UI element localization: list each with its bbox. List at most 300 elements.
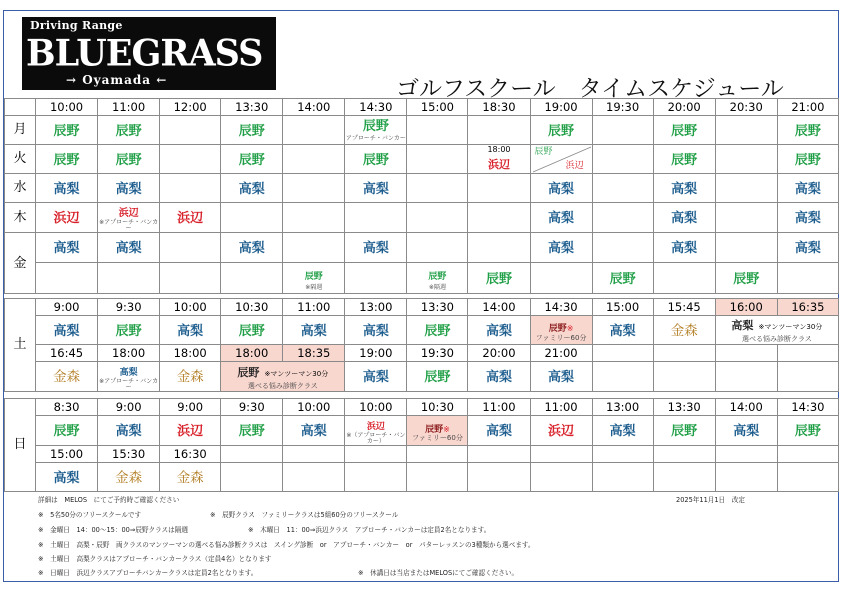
logo-line2: BLUEGRASS	[26, 31, 263, 76]
saturday-time-row-1	[5, 299, 839, 316]
class-note: ※マンツーマン30分	[264, 370, 329, 379]
instructor-takanashi: 高梨	[794, 211, 821, 227]
time-header: 14:00	[468, 299, 530, 316]
time-header: 15:45	[653, 299, 715, 316]
day-label-wed: 水	[5, 174, 36, 203]
instructor-tatsuno: 辰野	[362, 152, 389, 168]
class-cell	[160, 362, 221, 392]
instructor-tatsuno: 辰野	[238, 424, 265, 440]
time-header: 9:30	[98, 299, 160, 316]
time-header: 18:00	[160, 345, 221, 362]
instructor-takanashi: 高梨	[485, 323, 512, 339]
empty-cell	[160, 116, 221, 145]
revision-date: 2025年11月1日 改定	[676, 496, 745, 504]
class-cell	[407, 263, 468, 294]
instructor-takanashi: 高梨	[53, 323, 80, 339]
instructor-takanashi: 高梨	[733, 424, 760, 440]
instructor-hamabe: 浜辺	[177, 211, 204, 227]
weekday-time-row	[5, 99, 839, 116]
empty-cell	[221, 446, 283, 463]
time-header: 15:00	[407, 99, 468, 116]
instructor-takanashi: 高梨	[548, 241, 575, 257]
time-header: 19:30	[407, 345, 468, 362]
split-cell	[530, 145, 592, 174]
time-header: 21:00	[530, 345, 592, 362]
time-header: 10:00	[36, 99, 98, 116]
saturday-schedule-table	[4, 298, 839, 392]
class-cell	[345, 174, 407, 203]
class-cell	[221, 362, 345, 392]
instructor-takanashi: 高梨	[238, 241, 265, 257]
empty-cell	[715, 446, 777, 463]
time-header: 8:30	[36, 399, 98, 416]
instructor-tatsuno: 辰野	[428, 271, 447, 282]
asterisk: ※	[443, 424, 450, 434]
time-header: 11:00	[530, 399, 592, 416]
time-header: 9:00	[98, 399, 160, 416]
class-cell	[530, 362, 592, 392]
instructor-takanashi: 高梨	[609, 323, 636, 339]
empty-cell	[715, 145, 777, 174]
instructor-tatsuno: 辰野	[237, 366, 260, 380]
instructor-takanashi: 高梨	[300, 323, 327, 339]
empty-cell	[345, 263, 407, 294]
empty-cell	[777, 345, 838, 362]
class-cell	[36, 145, 98, 174]
empty-cell	[653, 446, 715, 463]
class-cell	[160, 203, 221, 233]
class-cell	[407, 316, 468, 345]
empty-cell	[283, 145, 345, 174]
instructor-kanamori: 金森	[670, 322, 698, 339]
instructor-takanashi: 高梨	[362, 323, 389, 339]
class-cell	[407, 362, 468, 392]
instructor-kanamori: 金森	[176, 369, 204, 386]
time-header: 15:30	[98, 446, 160, 463]
instructor-tatsuno: 辰野	[671, 123, 698, 139]
day-label-sun: 日	[5, 399, 36, 492]
time-header: 11:00	[468, 399, 530, 416]
time-header: 19:00	[530, 99, 592, 116]
instructor-tatsuno: 辰野	[671, 152, 698, 168]
saturday-time-row-2	[5, 345, 839, 362]
class-cell	[592, 263, 653, 294]
note-reservation: 詳細は MELOS にてご予約時ご確認ください	[38, 496, 180, 504]
empty-cell	[407, 145, 468, 174]
time-header: 21:00	[777, 99, 838, 116]
empty-cell	[468, 116, 530, 145]
instructor-takanashi: 高梨	[362, 181, 389, 197]
class-note: 選べる悩み診断クラス	[247, 381, 318, 390]
empty-cell	[592, 203, 653, 233]
class-cell	[98, 463, 160, 492]
class-cell	[283, 263, 345, 294]
class-cell	[777, 174, 838, 203]
class-cell	[221, 116, 283, 145]
empty-cell	[36, 263, 98, 294]
note-line: ※ 木曜日 11：00⇒浜辺クラス アプローチ・バンカーは定員2名となります。	[248, 526, 491, 534]
time-header: 9:00	[160, 399, 221, 416]
instructor-tatsuno: 辰野	[304, 271, 323, 282]
empty-cell	[653, 263, 715, 294]
empty-cell	[653, 362, 715, 392]
empty-cell	[592, 463, 653, 492]
empty-cell	[592, 345, 653, 362]
instructor-tatsuno: 辰野	[733, 271, 760, 287]
empty-cell	[345, 446, 407, 463]
empty-cell	[715, 362, 777, 392]
day-label-sat: 土	[5, 299, 36, 392]
class-note: ※隔週	[428, 283, 446, 291]
instructor-hamabe: 浜辺	[548, 424, 575, 440]
sunday-class-row-2	[5, 463, 839, 492]
time-header: 16:35	[777, 299, 838, 316]
instructor-tatsuno: 辰野	[115, 152, 142, 168]
time-header: 13:00	[592, 399, 653, 416]
instructor-takanashi: 高梨	[53, 241, 80, 257]
class-cell	[283, 316, 345, 345]
class-cell	[777, 416, 838, 446]
class-note: ※アプローチ・バンカー	[99, 377, 159, 392]
thursday-row	[5, 203, 839, 233]
asterisk: ※	[566, 323, 574, 333]
instructor-takanashi: 高梨	[548, 370, 575, 386]
empty-cell	[160, 263, 221, 294]
time-header: 14:00	[283, 99, 345, 116]
empty-cell	[221, 263, 283, 294]
empty-cell	[777, 446, 838, 463]
class-cell	[592, 316, 653, 345]
class-cell	[715, 263, 777, 294]
class-cell	[98, 316, 160, 345]
empty-cell	[592, 116, 653, 145]
class-cell	[468, 145, 530, 174]
class-cell	[221, 174, 283, 203]
time-header: 13:30	[653, 399, 715, 416]
time-header: 20:00	[468, 345, 530, 362]
class-cell	[530, 233, 592, 263]
instructor-tatsuno: 辰野	[238, 323, 265, 339]
instructor-tatsuno: 辰野	[548, 123, 575, 139]
empty-cell	[468, 174, 530, 203]
time-header: 16:45	[36, 345, 98, 362]
class-cell	[98, 362, 160, 392]
instructor-hamabe: 浜辺	[488, 157, 510, 171]
instructor-kanamori: 金森	[53, 369, 81, 386]
bluegrass-logo	[22, 17, 276, 90]
instructor-tatsuno: 辰野	[53, 152, 80, 168]
empty-cell	[283, 463, 345, 492]
class-cell	[530, 203, 592, 233]
class-cell	[345, 316, 407, 345]
class-cell	[98, 416, 160, 446]
note-line: ※ 休講日は当店またはMELOSにてご確認ください。	[358, 569, 519, 577]
class-cell	[653, 416, 715, 446]
class-cell	[98, 203, 160, 233]
empty-cell	[592, 446, 653, 463]
time-header: 15:00	[36, 446, 98, 463]
empty-cell	[283, 233, 345, 263]
day-label-mon: 月	[5, 116, 36, 145]
instructor-tatsuno: 辰野	[534, 147, 553, 157]
instructor-takanashi: 高梨	[671, 241, 698, 257]
instructor-takanashi: 高梨	[485, 370, 512, 386]
note-line: ※ 辰野クラス ファミリークラスは5組60分のフリースクール	[210, 511, 399, 519]
class-cell	[653, 203, 715, 233]
class-cell	[777, 233, 838, 263]
time-header: 18:00	[98, 345, 160, 362]
class-cell	[160, 463, 221, 492]
class-cell	[98, 145, 160, 174]
class-cell	[98, 116, 160, 145]
corner-cell	[5, 99, 36, 116]
instructor-tatsuno: 辰野	[485, 271, 512, 287]
empty-cell	[530, 463, 592, 492]
empty-cell	[160, 233, 221, 263]
time-header: 10:00	[160, 299, 221, 316]
empty-cell	[407, 463, 468, 492]
instructor-takanashi: 高梨	[609, 424, 636, 440]
instructor-takanashi: 高梨	[119, 368, 138, 378]
class-time-note: 18:00	[487, 145, 511, 155]
time-header: 9:00	[36, 299, 98, 316]
empty-cell	[777, 362, 838, 392]
instructor-tatsuno: 辰野	[238, 152, 265, 168]
empty-cell	[407, 446, 468, 463]
instructor-tatsuno: 辰野	[794, 152, 821, 168]
note-line: ※ 土曜日 高梨クラスはアプローチ・バンカークラス（定員4名）となります	[38, 555, 272, 563]
empty-cell	[468, 233, 530, 263]
instructor-tatsuno: 辰野	[548, 323, 567, 334]
time-header: 10:00	[283, 399, 345, 416]
day-label-thu: 木	[5, 203, 36, 233]
class-cell	[345, 116, 407, 145]
instructor-takanashi: 高梨	[671, 211, 698, 227]
instructor-takanashi: 高梨	[671, 181, 698, 197]
class-cell	[715, 316, 838, 345]
class-cell	[283, 416, 345, 446]
empty-cell	[160, 174, 221, 203]
note-line: ※ 土曜日 高梨・辰野 両クラスのマンツーマンの選べる悩み診断クラスは スイング診断 or アプローチ・バンカー or パターレッスンの3種類から選べます。	[38, 541, 535, 549]
empty-cell	[221, 203, 283, 233]
class-cell	[36, 233, 98, 263]
time-header: 19:00	[345, 345, 407, 362]
weekday-schedule-table	[4, 98, 839, 294]
class-cell	[345, 362, 407, 392]
time-header: 20:30	[715, 99, 777, 116]
class-note: ※（アプローチ・バンカー）	[346, 431, 406, 446]
time-header: 15:00	[592, 299, 653, 316]
day-label-tue: 火	[5, 145, 36, 174]
class-cell	[407, 416, 468, 446]
instructor-hamabe: 浜辺	[565, 160, 584, 171]
monday-row	[5, 116, 839, 145]
time-header: 18:30	[468, 99, 530, 116]
instructor-hamabe: 浜辺	[366, 422, 385, 432]
instructor-takanashi: 高梨	[300, 424, 327, 440]
empty-cell	[715, 345, 777, 362]
instructor-hamabe: 浜辺	[118, 208, 139, 219]
class-cell	[777, 145, 838, 174]
time-header: 10:30	[221, 299, 283, 316]
class-note: ファミリー60分	[535, 333, 587, 342]
class-cell	[653, 174, 715, 203]
empty-cell	[160, 145, 221, 174]
class-cell	[98, 174, 160, 203]
empty-cell	[468, 463, 530, 492]
class-cell	[530, 116, 592, 145]
class-cell	[468, 362, 530, 392]
time-header: 14:30	[530, 299, 592, 316]
instructor-takanashi: 高梨	[362, 241, 389, 257]
instructor-hamabe: 浜辺	[53, 211, 80, 227]
instructor-takanashi: 高梨	[794, 241, 821, 257]
class-cell	[653, 233, 715, 263]
empty-cell	[777, 463, 838, 492]
class-cell	[653, 316, 715, 345]
empty-cell	[283, 446, 345, 463]
class-cell	[777, 203, 838, 233]
friday-row-2	[5, 263, 839, 294]
logo-line3: → Oyamada ←	[66, 73, 168, 87]
empty-cell	[715, 116, 777, 145]
page-title: ゴルフスクール タイムスケジュール	[396, 76, 784, 102]
instructor-tatsuno: 辰野	[238, 123, 265, 139]
instructor-takanashi: 高梨	[731, 319, 754, 333]
instructor-takanashi: 高梨	[115, 181, 142, 197]
friday-row-1	[5, 233, 839, 263]
empty-cell	[530, 263, 592, 294]
instructor-takanashi: 高梨	[238, 181, 265, 197]
empty-cell	[98, 263, 160, 294]
time-header: 18:00	[221, 345, 283, 362]
instructor-takanashi: 高梨	[548, 181, 575, 197]
time-header: 10:00	[345, 399, 407, 416]
class-cell	[221, 145, 283, 174]
time-header: 13:30	[407, 299, 468, 316]
class-cell	[36, 116, 98, 145]
instructor-takanashi: 高梨	[548, 211, 575, 227]
time-header: 16:30	[160, 446, 221, 463]
class-cell	[345, 416, 407, 446]
sunday-schedule-table	[4, 398, 839, 492]
empty-cell	[283, 203, 345, 233]
instructor-tatsuno: 辰野	[115, 323, 142, 339]
empty-cell	[715, 203, 777, 233]
instructor-tatsuno: 辰野	[53, 123, 80, 139]
wednesday-row	[5, 174, 839, 203]
class-cell	[777, 116, 838, 145]
tuesday-row	[5, 145, 839, 174]
instructor-tatsuno: 辰野	[794, 424, 821, 440]
class-cell	[221, 316, 283, 345]
instructor-tatsuno: 辰野	[424, 323, 451, 339]
sunday-time-row-1	[5, 399, 839, 416]
saturday-class-row-2	[5, 362, 839, 392]
class-cell	[221, 233, 283, 263]
class-cell	[345, 233, 407, 263]
class-note: ※アプローチ・バンカー	[99, 218, 159, 233]
class-note: アプローチ・バンカー	[345, 135, 406, 143]
sunday-class-row-1	[5, 416, 839, 446]
class-cell	[36, 316, 98, 345]
instructor-kanamori: 金森	[176, 469, 204, 486]
class-cell	[530, 174, 592, 203]
class-cell	[653, 116, 715, 145]
class-cell	[468, 316, 530, 345]
time-header: 20:00	[653, 99, 715, 116]
class-cell	[160, 316, 221, 345]
day-label-fri: 金	[5, 233, 36, 294]
instructor-takanashi: 高梨	[53, 181, 80, 197]
time-header: 11:00	[98, 99, 160, 116]
time-header: 10:30	[407, 399, 468, 416]
empty-cell	[345, 463, 407, 492]
empty-cell	[715, 463, 777, 492]
empty-cell	[592, 233, 653, 263]
saturday-class-row-1	[5, 316, 839, 345]
class-cell	[530, 416, 592, 446]
note-line: ※ 金曜日 14：00～15：00⇒辰野クラスは隔週	[38, 526, 188, 534]
class-cell	[715, 416, 777, 446]
instructor-tatsuno: 辰野	[609, 271, 636, 287]
empty-cell	[715, 174, 777, 203]
instructor-kanamori: 金森	[115, 469, 143, 486]
empty-cell	[592, 174, 653, 203]
time-header: 16:00	[715, 299, 777, 316]
class-cell	[36, 416, 98, 446]
instructor-tatsuno: 辰野	[424, 370, 451, 386]
class-cell	[36, 203, 98, 233]
class-cell	[530, 316, 592, 345]
empty-cell	[407, 174, 468, 203]
empty-cell	[221, 463, 283, 492]
empty-cell	[407, 233, 468, 263]
sunday-time-row-2	[5, 446, 839, 463]
instructor-tatsuno: 辰野	[362, 119, 389, 135]
empty-cell	[592, 145, 653, 174]
class-cell	[592, 416, 653, 446]
time-header: 13:30	[221, 99, 283, 116]
time-header: 14:30	[345, 99, 407, 116]
instructor-takanashi: 高梨	[115, 241, 142, 257]
note-line: ※ 日曜日 浜辺クラスアプローチバンカークラスは定員2名となります。	[38, 569, 258, 577]
empty-cell	[407, 203, 468, 233]
class-note: ファミリー60分	[412, 434, 463, 443]
instructor-tatsuno: 辰野	[115, 123, 142, 139]
class-cell	[653, 145, 715, 174]
empty-cell	[283, 174, 345, 203]
empty-cell	[777, 263, 838, 294]
class-cell	[160, 416, 221, 446]
instructor-tatsuno: 辰野	[671, 424, 698, 440]
note-line: ※ 5名50分のフリースクールです	[38, 511, 142, 519]
empty-cell	[407, 116, 468, 145]
class-cell	[345, 145, 407, 174]
time-header: 18:35	[283, 345, 345, 362]
class-cell	[98, 233, 160, 263]
time-header: 12:00	[160, 99, 221, 116]
class-note: ※マンツーマン30分	[758, 323, 823, 332]
class-cell	[221, 416, 283, 446]
instructor-takanashi: 高梨	[53, 470, 80, 486]
empty-cell	[530, 446, 592, 463]
time-header: 19:30	[592, 99, 653, 116]
instructor-hamabe: 浜辺	[177, 424, 204, 440]
time-header: 13:00	[345, 299, 407, 316]
empty-cell	[592, 362, 653, 392]
time-header: 14:00	[715, 399, 777, 416]
